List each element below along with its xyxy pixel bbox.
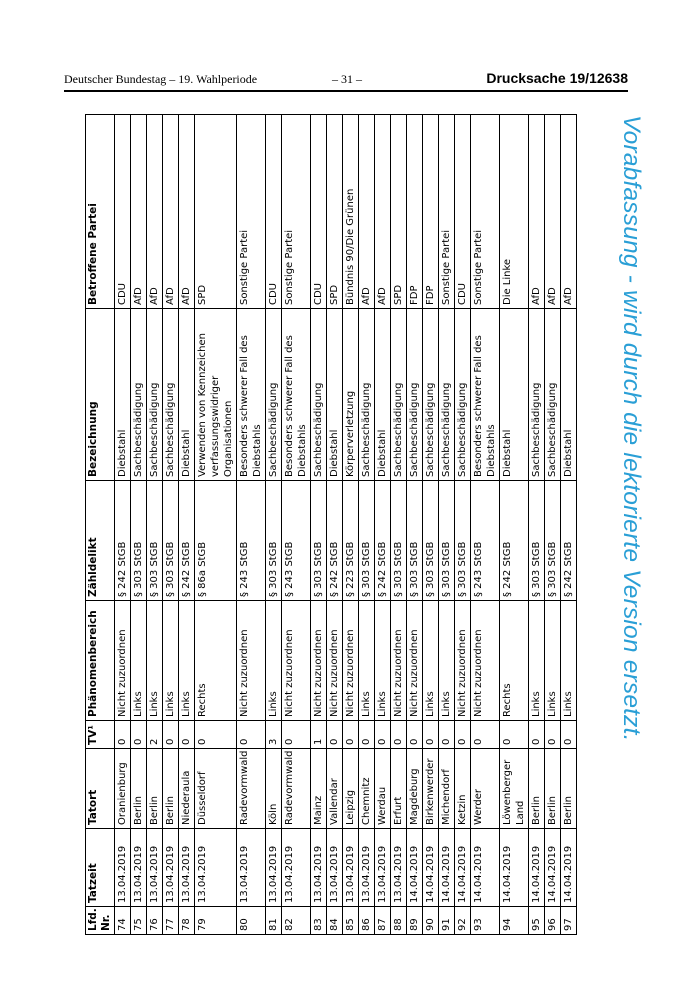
cell-date: 14.04.2019 [529, 829, 545, 907]
cell-description: Besonders schwerer Fall des Diebstahls [282, 309, 311, 481]
table-row [179, 115, 195, 935]
table-row [311, 115, 327, 935]
cell-location: Düsseldorf [195, 749, 237, 829]
watermark-text: Vorabfassung - wird durch die lektorierte Version ersetzt. [618, 115, 645, 742]
cell-tv: 0 [163, 721, 179, 749]
table-row [237, 115, 266, 935]
cell-party: Sonstige Partei [282, 115, 311, 309]
row-number: 74 [115, 907, 131, 935]
cell-offense: § 303 StGB [529, 481, 545, 601]
cell-offense: § 242 StGB [561, 481, 577, 601]
cell-tv: 0 [375, 721, 391, 749]
row-number: 80 [237, 907, 266, 935]
table-row [282, 115, 311, 935]
cell-location: Birkenwerder [423, 749, 439, 829]
cell-description: Sachbeschädigung [359, 309, 375, 481]
cell-location: Chemnitz [359, 749, 375, 829]
cell-party: AfD [131, 115, 147, 309]
row-number: 86 [359, 907, 375, 935]
cell-location: Berlin [561, 749, 577, 829]
cell-description: Besonders schwerer Fall des Diebstahls [237, 309, 266, 481]
incident-table [85, 114, 577, 935]
cell-offense: § 242 StGB [327, 481, 343, 601]
table-row [407, 115, 423, 935]
cell-offense: § 303 StGB [147, 481, 163, 601]
cell-date: 13.04.2019 [131, 829, 147, 907]
cell-location: Berlin [147, 749, 163, 829]
cell-party: CDU [266, 115, 282, 309]
row-number: 76 [147, 907, 163, 935]
cell-description: Sachbeschädigung [439, 309, 455, 481]
cell-description: Sachbeschädigung [545, 309, 561, 481]
cell-location: Löwenberger Land [500, 749, 529, 829]
header-rule [64, 90, 628, 92]
cell-description: Sachbeschädigung [423, 309, 439, 481]
cell-tv: 0 [131, 721, 147, 749]
cell-phenomenon: Nicht zuzuordnen [115, 601, 131, 721]
cell-location: Leipzig [343, 749, 359, 829]
row-number: 75 [131, 907, 147, 935]
table-row [391, 115, 407, 935]
cell-date: 14.04.2019 [500, 829, 529, 907]
column-header: Bezeichnung [86, 309, 115, 481]
cell-phenomenon: Links [131, 601, 147, 721]
cell-tv: 0 [423, 721, 439, 749]
cell-party: CDU [455, 115, 471, 309]
cell-date: 13.04.2019 [237, 829, 266, 907]
table-header-row [86, 115, 115, 935]
rotated-table-container [85, 115, 621, 935]
cell-phenomenon: Nicht zuzuordnen [471, 601, 500, 721]
column-header: TV¹ [86, 721, 115, 749]
cell-phenomenon: Nicht zuzuordnen [282, 601, 311, 721]
cell-offense: § 243 StGB [282, 481, 311, 601]
cell-phenomenon: Nicht zuzuordnen [237, 601, 266, 721]
cell-phenomenon: Links [545, 601, 561, 721]
table-row [455, 115, 471, 935]
page-header [64, 72, 628, 92]
cell-location: Magdeburg [407, 749, 423, 829]
cell-tv: 2 [147, 721, 163, 749]
row-number: 77 [163, 907, 179, 935]
cell-phenomenon: Links [375, 601, 391, 721]
cell-location: Niederaula [179, 749, 195, 829]
cell-phenomenon: Links [163, 601, 179, 721]
cell-party: CDU [311, 115, 327, 309]
cell-location: Berlin [545, 749, 561, 829]
header-page-number: – 31 – [332, 72, 362, 86]
cell-offense: § 242 StGB [115, 481, 131, 601]
cell-tv: 1 [311, 721, 327, 749]
cell-phenomenon: Links [266, 601, 282, 721]
table-row [439, 115, 455, 935]
cell-description: Diebstahl [327, 309, 343, 481]
row-number: 87 [375, 907, 391, 935]
cell-date: 13.04.2019 [195, 829, 237, 907]
table-row [147, 115, 163, 935]
cell-party: SPD [195, 115, 237, 309]
cell-offense: § 303 StGB [423, 481, 439, 601]
cell-party: AfD [375, 115, 391, 309]
cell-tv: 0 [471, 721, 500, 749]
cell-date: 13.04.2019 [391, 829, 407, 907]
cell-phenomenon: Links [561, 601, 577, 721]
cell-description: Sachbeschädigung [455, 309, 471, 481]
cell-tv: 0 [391, 721, 407, 749]
cell-tv: 0 [115, 721, 131, 749]
cell-date: 13.04.2019 [163, 829, 179, 907]
cell-party: SPD [327, 115, 343, 309]
row-number: 97 [561, 907, 577, 935]
cell-phenomenon: Nicht zuzuordnen [407, 601, 423, 721]
column-header: Tatort [86, 749, 115, 829]
cell-party: CDU [115, 115, 131, 309]
cell-phenomenon: Links [359, 601, 375, 721]
cell-location: Ketzin [455, 749, 471, 829]
table-row [375, 115, 391, 935]
cell-offense: § 303 StGB [131, 481, 147, 601]
cell-tv: 0 [282, 721, 311, 749]
table-row [561, 115, 577, 935]
table-head [86, 115, 115, 935]
row-number: 90 [423, 907, 439, 935]
cell-party: AfD [179, 115, 195, 309]
row-number: 91 [439, 907, 455, 935]
cell-party: AfD [561, 115, 577, 309]
cell-location: Köln [266, 749, 282, 829]
table-row [343, 115, 359, 935]
cell-description: Sachbeschädigung [147, 309, 163, 481]
table-row [423, 115, 439, 935]
cell-description: Diebstahl [115, 309, 131, 481]
cell-description: Sachbeschädigung [131, 309, 147, 481]
cell-date: 13.04.2019 [115, 829, 131, 907]
table-row [545, 115, 561, 935]
cell-description: Verwenden von Kennzeichen verfassungswidriger Organisationen [195, 309, 237, 481]
cell-phenomenon: Links [529, 601, 545, 721]
cell-party: FDP [407, 115, 423, 309]
cell-date: 14.04.2019 [423, 829, 439, 907]
row-number: 96 [545, 907, 561, 935]
cell-location: Werdau [375, 749, 391, 829]
column-header: Lfd. Nr. [86, 907, 115, 935]
table-row [529, 115, 545, 935]
cell-party: Sonstige Partei [471, 115, 500, 309]
cell-party: Sonstige Partei [439, 115, 455, 309]
cell-description: Diebstahl [561, 309, 577, 481]
cell-tv: 0 [343, 721, 359, 749]
cell-date: 13.04.2019 [266, 829, 282, 907]
row-number: 82 [282, 907, 311, 935]
cell-tv: 0 [327, 721, 343, 749]
table-row [115, 115, 131, 935]
cell-location: Berlin [163, 749, 179, 829]
header-publication: Deutscher Bundestag – 19. Wahlperiode [64, 72, 258, 86]
cell-date: 13.04.2019 [147, 829, 163, 907]
cell-offense: § 303 StGB [439, 481, 455, 601]
table-row [471, 115, 500, 935]
row-number: 95 [529, 907, 545, 935]
cell-offense: § 303 StGB [163, 481, 179, 601]
cell-party: Sonstige Partei [237, 115, 266, 309]
row-number: 93 [471, 907, 500, 935]
cell-tv: 3 [266, 721, 282, 749]
cell-location: Berlin [529, 749, 545, 829]
cell-phenomenon: Nicht zuzuordnen [311, 601, 327, 721]
cell-tv: 0 [195, 721, 237, 749]
cell-description: Diebstahl [500, 309, 529, 481]
cell-offense: § 303 StGB [266, 481, 282, 601]
column-header: Zähldelikt [86, 481, 115, 601]
cell-party: AfD [545, 115, 561, 309]
cell-offense: § 303 StGB [391, 481, 407, 601]
cell-tv: 0 [455, 721, 471, 749]
cell-offense: § 243 StGB [471, 481, 500, 601]
cell-description: Körperverletzung [343, 309, 359, 481]
row-number: 83 [311, 907, 327, 935]
cell-offense: § 242 StGB [500, 481, 529, 601]
row-number: 84 [327, 907, 343, 935]
cell-date: 14.04.2019 [407, 829, 423, 907]
cell-date: 13.04.2019 [327, 829, 343, 907]
cell-location: Werder [471, 749, 500, 829]
row-number: 78 [179, 907, 195, 935]
cell-party: Die Linke [500, 115, 529, 309]
row-number: 89 [407, 907, 423, 935]
row-number: 94 [500, 907, 529, 935]
cell-offense: § 303 StGB [359, 481, 375, 601]
table-row [327, 115, 343, 935]
column-header: Phänomenbereich [86, 601, 115, 721]
cell-description: Sachbeschädigung [163, 309, 179, 481]
cell-date: 13.04.2019 [311, 829, 327, 907]
cell-tv: 0 [529, 721, 545, 749]
cell-date: 13.04.2019 [343, 829, 359, 907]
row-number: 92 [455, 907, 471, 935]
row-number: 79 [195, 907, 237, 935]
cell-location: Michendorf [439, 749, 455, 829]
cell-location: Vallendar [327, 749, 343, 829]
cell-phenomenon: Rechts [195, 601, 237, 721]
cell-phenomenon: Nicht zuzuordnen [343, 601, 359, 721]
cell-tv: 0 [237, 721, 266, 749]
cell-description: Besonders schwerer Fall des Diebstahls [471, 309, 500, 481]
header-document-label: Drucksache 19/ [486, 70, 590, 86]
cell-location: Radevormwald [237, 749, 266, 829]
cell-date: 14.04.2019 [455, 829, 471, 907]
cell-date: 14.04.2019 [471, 829, 500, 907]
column-header: Betroffene Partei [86, 115, 115, 309]
cell-offense: § 303 StGB [455, 481, 471, 601]
cell-tv: 0 [500, 721, 529, 749]
column-header: Tatzeit [86, 829, 115, 907]
cell-offense: § 303 StGB [545, 481, 561, 601]
cell-date: 13.04.2019 [359, 829, 375, 907]
cell-party: AfD [529, 115, 545, 309]
cell-party: AfD [147, 115, 163, 309]
cell-location: Berlin [131, 749, 147, 829]
draft-watermark [618, 115, 695, 915]
cell-location: Oranienburg [115, 749, 131, 829]
row-number: 85 [343, 907, 359, 935]
table-row [195, 115, 237, 935]
cell-phenomenon: Links [439, 601, 455, 721]
cell-date: 14.04.2019 [439, 829, 455, 907]
cell-description: Sachbeschädigung [266, 309, 282, 481]
cell-party: FDP [423, 115, 439, 309]
row-number: 81 [266, 907, 282, 935]
cell-phenomenon: Links [423, 601, 439, 721]
cell-date: 14.04.2019 [545, 829, 561, 907]
cell-phenomenon: Nicht zuzuordnen [327, 601, 343, 721]
cell-tv: 0 [545, 721, 561, 749]
header-document-number: 12638 [589, 70, 628, 86]
cell-location: Radevormwald [282, 749, 311, 829]
cell-tv: 0 [407, 721, 423, 749]
cell-offense: § 303 StGB [311, 481, 327, 601]
cell-date: 13.04.2019 [282, 829, 311, 907]
cell-offense: § 303 StGB [407, 481, 423, 601]
cell-tv: 0 [179, 721, 195, 749]
cell-location: Erfurt [391, 749, 407, 829]
header-document-id [486, 70, 628, 86]
table-row [500, 115, 529, 935]
cell-phenomenon: Nicht zuzuordnen [391, 601, 407, 721]
cell-tv: 0 [439, 721, 455, 749]
cell-location: Mainz [311, 749, 327, 829]
cell-party: SPD [391, 115, 407, 309]
cell-offense: § 242 StGB [375, 481, 391, 601]
cell-description: Diebstahl [375, 309, 391, 481]
cell-phenomenon: Rechts [500, 601, 529, 721]
cell-offense: § 86a StGB [195, 481, 237, 601]
cell-description: Diebstahl [179, 309, 195, 481]
table-row [359, 115, 375, 935]
cell-description: Sachbeschädigung [407, 309, 423, 481]
cell-date: 14.04.2019 [561, 829, 577, 907]
cell-date: 13.04.2019 [179, 829, 195, 907]
cell-offense: § 243 StGB [237, 481, 266, 601]
cell-phenomenon: Nicht zuzuordnen [455, 601, 471, 721]
cell-tv: 0 [561, 721, 577, 749]
table-row [266, 115, 282, 935]
cell-offense: § 223 StGB [343, 481, 359, 601]
cell-party: AfD [163, 115, 179, 309]
table-row [163, 115, 179, 935]
cell-description: Sachbeschädigung [311, 309, 327, 481]
cell-description: Sachbeschädigung [391, 309, 407, 481]
cell-date: 13.04.2019 [375, 829, 391, 907]
cell-tv: 0 [359, 721, 375, 749]
cell-party: AfD [359, 115, 375, 309]
cell-description: Sachbeschädigung [529, 309, 545, 481]
table-row [131, 115, 147, 935]
table-body [115, 115, 577, 935]
cell-party: Bündnis 90/Die Grünen [343, 115, 359, 309]
cell-offense: § 242 StGB [179, 481, 195, 601]
cell-phenomenon: Links [179, 601, 195, 721]
cell-phenomenon: Links [147, 601, 163, 721]
row-number: 88 [391, 907, 407, 935]
